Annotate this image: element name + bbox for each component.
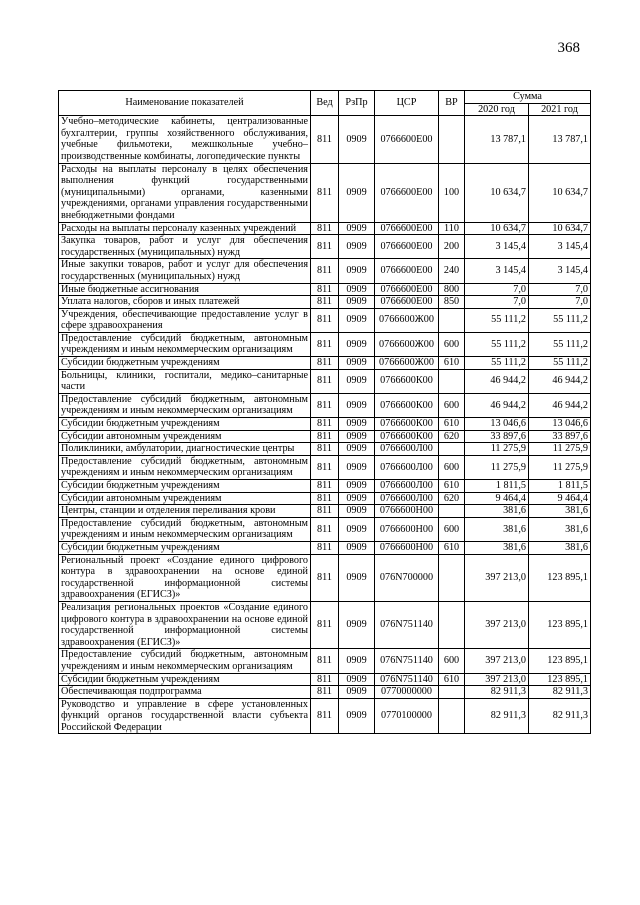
cell-y2020: 3 145,4 <box>465 259 529 283</box>
cell-rzpr: 0909 <box>339 418 375 431</box>
cell-ved: 811 <box>311 418 339 431</box>
table-row <box>59 505 591 518</box>
cell-ved: 811 <box>311 541 339 554</box>
cell-ved: 811 <box>311 369 339 393</box>
cell-y2020: 10 634,7 <box>465 222 529 235</box>
cell-vr: 620 <box>439 492 465 505</box>
table-row <box>59 235 591 259</box>
cell-y2020: 9 464,4 <box>465 492 529 505</box>
cell-csr: 0766600Н00 <box>375 505 439 518</box>
cell-rzpr: 0909 <box>339 116 375 163</box>
header-sum: Сумма <box>465 91 591 104</box>
cell-vr: 600 <box>439 332 465 356</box>
cell-csr: 076N751140 <box>375 601 439 648</box>
table-row <box>59 222 591 235</box>
cell-y2021: 10 634,7 <box>529 222 591 235</box>
header-ved: Вед <box>311 91 339 116</box>
cell-y2020: 381,6 <box>465 505 529 518</box>
cell-y2020: 7,0 <box>465 296 529 309</box>
cell-y2021: 381,6 <box>529 541 591 554</box>
table-row <box>59 259 591 283</box>
table-row <box>59 455 591 479</box>
page-number: 368 <box>557 40 580 56</box>
cell-csr: 0766600Е00 <box>375 163 439 222</box>
table-row <box>59 332 591 356</box>
cell-y2021: 46 944,2 <box>529 393 591 417</box>
cell-y2020: 33 897,6 <box>465 430 529 443</box>
cell-name: Региональный проект «Создание единого цифрового контура в здравоохранении на основе единой государственной информационной системы здравоохранения (ЕГИСЗ)» <box>59 554 311 601</box>
cell-ved: 811 <box>311 430 339 443</box>
cell-y2020: 1 811,5 <box>465 480 529 493</box>
cell-ved: 811 <box>311 357 339 370</box>
cell-y2021: 123 895,1 <box>529 601 591 648</box>
cell-rzpr: 0909 <box>339 308 375 332</box>
cell-y2020: 381,6 <box>465 517 529 541</box>
table-row <box>59 393 591 417</box>
cell-vr: 600 <box>439 517 465 541</box>
table-row <box>59 554 591 601</box>
cell-vr <box>439 554 465 601</box>
cell-ved: 811 <box>311 480 339 493</box>
cell-y2020: 46 944,2 <box>465 369 529 393</box>
cell-y2021: 55 111,2 <box>529 357 591 370</box>
budget-table <box>58 90 591 734</box>
cell-vr <box>439 698 465 734</box>
table-row <box>59 673 591 686</box>
cell-y2020: 55 111,2 <box>465 357 529 370</box>
table-row <box>59 163 591 222</box>
cell-y2021: 10 634,7 <box>529 163 591 222</box>
table-row <box>59 686 591 699</box>
cell-vr <box>439 369 465 393</box>
cell-rzpr: 0909 <box>339 554 375 601</box>
cell-vr: 610 <box>439 357 465 370</box>
cell-vr: 100 <box>439 163 465 222</box>
cell-y2020: 11 275,9 <box>465 455 529 479</box>
cell-ved: 811 <box>311 235 339 259</box>
cell-ved: 811 <box>311 393 339 417</box>
cell-name: Руководство и управление в сфере установленных функций органов государственной власти субъекта Российской Федерации <box>59 698 311 734</box>
cell-name: Расходы на выплаты персоналу казенных учреждений <box>59 222 311 235</box>
cell-ved: 811 <box>311 116 339 163</box>
cell-name: Предоставление субсидий бюджетным, автономным учреждениям и иным некоммерческим организациям <box>59 393 311 417</box>
cell-vr: 800 <box>439 283 465 296</box>
cell-rzpr: 0909 <box>339 283 375 296</box>
cell-vr: 600 <box>439 455 465 479</box>
cell-y2020: 397 213,0 <box>465 649 529 673</box>
cell-y2021: 3 145,4 <box>529 235 591 259</box>
cell-y2020: 11 275,9 <box>465 443 529 456</box>
cell-rzpr: 0909 <box>339 698 375 734</box>
cell-ved: 811 <box>311 455 339 479</box>
cell-y2020: 397 213,0 <box>465 554 529 601</box>
cell-y2021: 381,6 <box>529 505 591 518</box>
cell-csr: 0766600Л00 <box>375 443 439 456</box>
cell-rzpr: 0909 <box>339 163 375 222</box>
cell-name: Поликлиники, амбулатории, диагностические центры <box>59 443 311 456</box>
table-row <box>59 480 591 493</box>
cell-y2021: 33 897,6 <box>529 430 591 443</box>
table-row <box>59 430 591 443</box>
table-row <box>59 418 591 431</box>
table-row <box>59 541 591 554</box>
table-row <box>59 492 591 505</box>
cell-ved: 811 <box>311 686 339 699</box>
cell-name: Субсидии бюджетным учреждениям <box>59 418 311 431</box>
cell-csr: 0766600Л00 <box>375 492 439 505</box>
cell-vr: 600 <box>439 649 465 673</box>
cell-y2021: 55 111,2 <box>529 332 591 356</box>
cell-name: Субсидии автономным учреждениям <box>59 492 311 505</box>
cell-name: Уплата налогов, сборов и иных платежей <box>59 296 311 309</box>
cell-rzpr: 0909 <box>339 649 375 673</box>
cell-rzpr: 0909 <box>339 455 375 479</box>
cell-y2020: 46 944,2 <box>465 393 529 417</box>
header-name: Наименование показателей <box>59 91 311 116</box>
cell-csr: 0766600Н00 <box>375 541 439 554</box>
cell-csr: 0766600К00 <box>375 393 439 417</box>
table-row <box>59 698 591 734</box>
cell-vr <box>439 308 465 332</box>
cell-rzpr: 0909 <box>339 222 375 235</box>
cell-csr: 076N751140 <box>375 673 439 686</box>
cell-vr: 850 <box>439 296 465 309</box>
cell-vr: 200 <box>439 235 465 259</box>
cell-y2020: 10 634,7 <box>465 163 529 222</box>
cell-ved: 811 <box>311 649 339 673</box>
cell-y2021: 82 911,3 <box>529 698 591 734</box>
cell-rzpr: 0909 <box>339 443 375 456</box>
cell-ved: 811 <box>311 308 339 332</box>
cell-vr: 240 <box>439 259 465 283</box>
cell-ved: 811 <box>311 492 339 505</box>
cell-name: Закупка товаров, работ и услуг для обеспечения государственных (муниципальных) нужд <box>59 235 311 259</box>
cell-ved: 811 <box>311 283 339 296</box>
cell-csr: 0766600Е00 <box>375 235 439 259</box>
cell-vr: 620 <box>439 430 465 443</box>
cell-name: Субсидии бюджетным учреждениям <box>59 541 311 554</box>
cell-y2021: 55 111,2 <box>529 308 591 332</box>
cell-rzpr: 0909 <box>339 393 375 417</box>
cell-y2020: 55 111,2 <box>465 308 529 332</box>
header-2021: 2021 год <box>529 103 591 116</box>
table-row <box>59 283 591 296</box>
cell-y2020: 397 213,0 <box>465 673 529 686</box>
table-row <box>59 649 591 673</box>
cell-y2020: 82 911,3 <box>465 686 529 699</box>
cell-y2021: 1 811,5 <box>529 480 591 493</box>
cell-y2021: 7,0 <box>529 283 591 296</box>
cell-rzpr: 0909 <box>339 480 375 493</box>
table-row <box>59 369 591 393</box>
cell-y2021: 123 895,1 <box>529 649 591 673</box>
cell-csr: 0766600Ж00 <box>375 357 439 370</box>
cell-name: Субсидии бюджетным учреждениям <box>59 357 311 370</box>
cell-y2021: 46 944,2 <box>529 369 591 393</box>
cell-csr: 0770000000 <box>375 686 439 699</box>
cell-ved: 811 <box>311 332 339 356</box>
header-row <box>59 91 591 104</box>
table-row <box>59 308 591 332</box>
cell-name: Расходы на выплаты персоналу в целях обеспечения выполнения функций государственными (муниципальными) органами, казенными учреждениями, органами управления государственными внебюджетными фондами <box>59 163 311 222</box>
cell-ved: 811 <box>311 259 339 283</box>
cell-vr <box>439 116 465 163</box>
cell-rzpr: 0909 <box>339 541 375 554</box>
cell-name: Предоставление субсидий бюджетным, автономным учреждениям и иным некоммерческим организациям <box>59 455 311 479</box>
cell-csr: 0766600К00 <box>375 418 439 431</box>
cell-ved: 811 <box>311 554 339 601</box>
cell-name: Предоставление субсидий бюджетным, автономным учреждениям и иным некоммерческим организациям <box>59 517 311 541</box>
cell-rzpr: 0909 <box>339 430 375 443</box>
cell-y2020: 82 911,3 <box>465 698 529 734</box>
cell-csr: 0766600Е00 <box>375 296 439 309</box>
cell-vr: 610 <box>439 480 465 493</box>
cell-ved: 811 <box>311 443 339 456</box>
cell-ved: 811 <box>311 517 339 541</box>
cell-csr: 0766600Е00 <box>375 283 439 296</box>
cell-y2020: 7,0 <box>465 283 529 296</box>
cell-name: Предоставление субсидий бюджетным, автономным учреждениям и иным некоммерческим организациям <box>59 332 311 356</box>
header-vr: ВР <box>439 91 465 116</box>
cell-name: Субсидии бюджетным учреждениям <box>59 673 311 686</box>
cell-ved: 811 <box>311 163 339 222</box>
cell-csr: 0766600Ж00 <box>375 308 439 332</box>
cell-rzpr: 0909 <box>339 369 375 393</box>
cell-y2020: 13 046,6 <box>465 418 529 431</box>
cell-name: Иные закупки товаров, работ и услуг для обеспечения государственных (муниципальных) нужд <box>59 259 311 283</box>
cell-y2021: 3 145,4 <box>529 259 591 283</box>
cell-y2021: 123 895,1 <box>529 554 591 601</box>
cell-csr: 0766600Е00 <box>375 116 439 163</box>
cell-rzpr: 0909 <box>339 357 375 370</box>
cell-name: Реализация региональных проектов «Создание единого цифрового контура в здравоохранении на основе единой государственной информационной системы здравоохранения (ЕГИСЗ)» <box>59 601 311 648</box>
cell-ved: 811 <box>311 505 339 518</box>
cell-rzpr: 0909 <box>339 505 375 518</box>
cell-csr: 0766600Е00 <box>375 259 439 283</box>
cell-name: Учебно–методические кабинеты, централизованные бухгалтерии, группы хозяйственного обслуживания, учебные фильмотеки, межшкольные учебно–производственные комбинаты, логопедические пункты <box>59 116 311 163</box>
cell-y2021: 381,6 <box>529 517 591 541</box>
table-row <box>59 296 591 309</box>
cell-name: Больницы, клиники, госпитали, медико–санитарные части <box>59 369 311 393</box>
table-row <box>59 116 591 163</box>
cell-csr: 0766600Л00 <box>375 455 439 479</box>
cell-y2021: 13 046,6 <box>529 418 591 431</box>
cell-ved: 811 <box>311 698 339 734</box>
cell-csr: 0766600Ж00 <box>375 332 439 356</box>
cell-rzpr: 0909 <box>339 259 375 283</box>
cell-y2020: 381,6 <box>465 541 529 554</box>
header-rzpr: РзПр <box>339 91 375 116</box>
table-body <box>59 116 591 734</box>
cell-rzpr: 0909 <box>339 235 375 259</box>
header-2020: 2020 год <box>465 103 529 116</box>
cell-y2021: 11 275,9 <box>529 443 591 456</box>
cell-y2021: 13 787,1 <box>529 116 591 163</box>
cell-y2020: 397 213,0 <box>465 601 529 648</box>
table-row <box>59 357 591 370</box>
cell-rzpr: 0909 <box>339 673 375 686</box>
table-row <box>59 443 591 456</box>
cell-csr: 0766600Л00 <box>375 480 439 493</box>
cell-vr <box>439 686 465 699</box>
cell-vr: 610 <box>439 673 465 686</box>
cell-vr <box>439 505 465 518</box>
cell-y2021: 82 911,3 <box>529 686 591 699</box>
table-row <box>59 601 591 648</box>
cell-ved: 811 <box>311 601 339 648</box>
cell-y2021: 9 464,4 <box>529 492 591 505</box>
cell-y2020: 55 111,2 <box>465 332 529 356</box>
cell-vr: 610 <box>439 541 465 554</box>
cell-vr: 600 <box>439 393 465 417</box>
cell-csr: 0766600Н00 <box>375 517 439 541</box>
cell-name: Субсидии автономным учреждениям <box>59 430 311 443</box>
cell-name: Предоставление субсидий бюджетным, автономным учреждениям и иным некоммерческим организациям <box>59 649 311 673</box>
cell-ved: 811 <box>311 296 339 309</box>
cell-y2021: 7,0 <box>529 296 591 309</box>
cell-name: Субсидии бюджетным учреждениям <box>59 480 311 493</box>
cell-rzpr: 0909 <box>339 517 375 541</box>
table-row <box>59 517 591 541</box>
cell-rzpr: 0909 <box>339 686 375 699</box>
cell-ved: 811 <box>311 673 339 686</box>
cell-ved: 811 <box>311 222 339 235</box>
cell-csr: 0766600К00 <box>375 430 439 443</box>
cell-vr <box>439 443 465 456</box>
cell-vr: 610 <box>439 418 465 431</box>
cell-rzpr: 0909 <box>339 296 375 309</box>
cell-y2020: 13 787,1 <box>465 116 529 163</box>
cell-name: Обеспечивающая подпрограмма <box>59 686 311 699</box>
cell-name: Центры, станции и отделения переливания крови <box>59 505 311 518</box>
cell-name: Учреждения, обеспечивающие предоставление услуг в сфере здравоохранения <box>59 308 311 332</box>
cell-vr <box>439 601 465 648</box>
cell-rzpr: 0909 <box>339 492 375 505</box>
cell-rzpr: 0909 <box>339 601 375 648</box>
cell-vr: 110 <box>439 222 465 235</box>
cell-name: Иные бюджетные ассигнования <box>59 283 311 296</box>
cell-csr: 076N751140 <box>375 649 439 673</box>
cell-csr: 076N700000 <box>375 554 439 601</box>
cell-rzpr: 0909 <box>339 332 375 356</box>
cell-csr: 0770100000 <box>375 698 439 734</box>
cell-csr: 0766600Е00 <box>375 222 439 235</box>
cell-csr: 0766600К00 <box>375 369 439 393</box>
cell-y2021: 123 895,1 <box>529 673 591 686</box>
header-csr: ЦСР <box>375 91 439 116</box>
cell-y2020: 3 145,4 <box>465 235 529 259</box>
cell-y2021: 11 275,9 <box>529 455 591 479</box>
